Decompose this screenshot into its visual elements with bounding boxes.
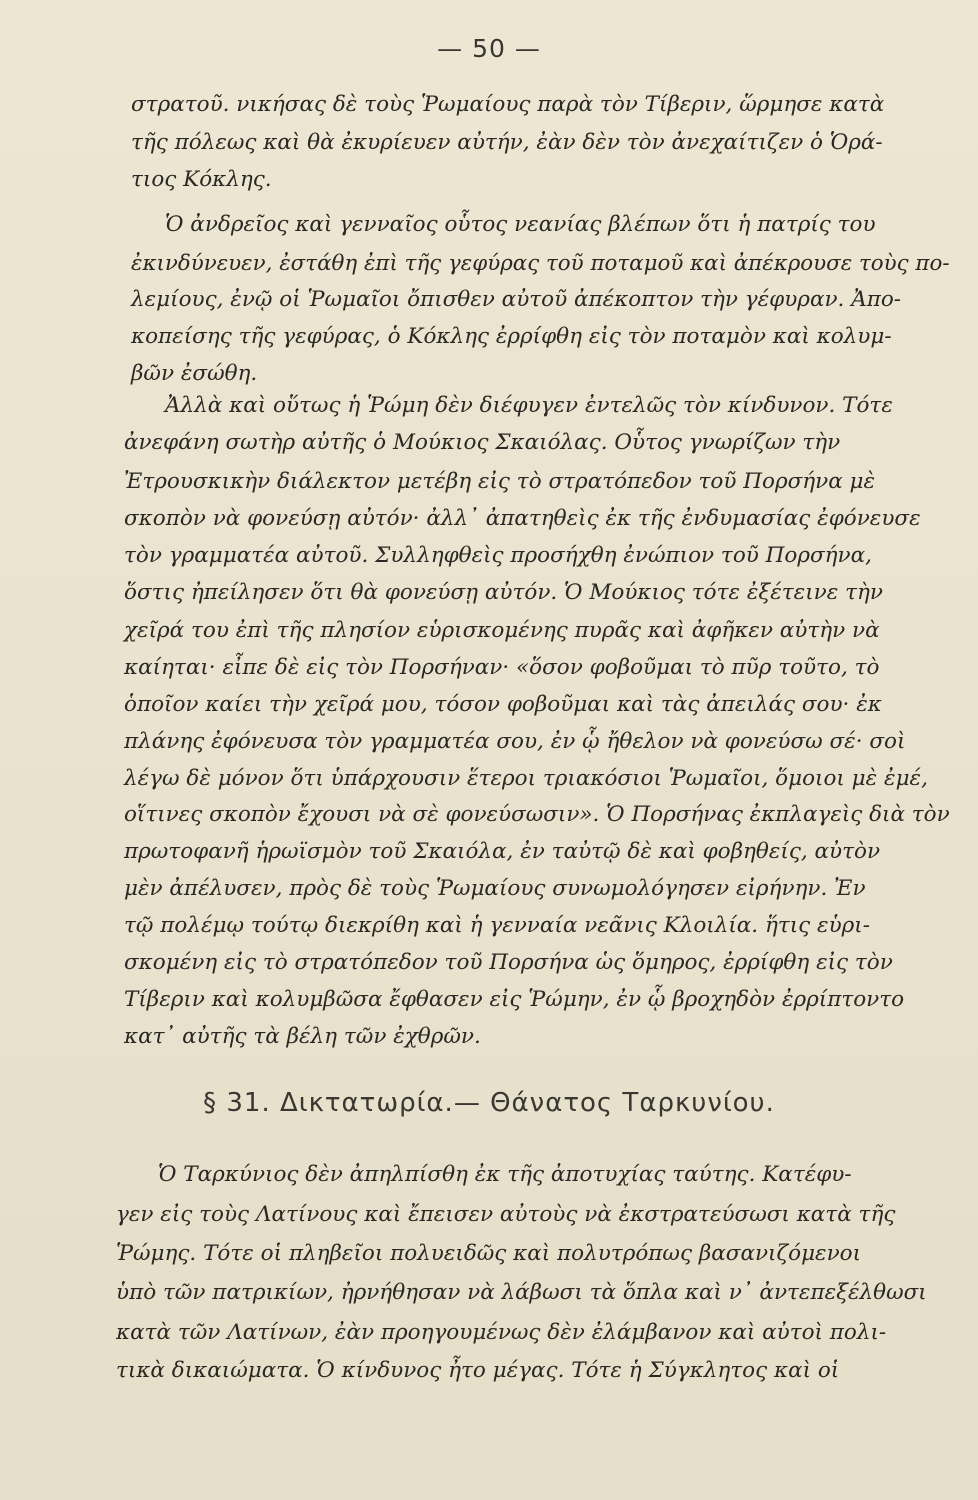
- text-line: Ἀλλὰ καὶ οὕτως ἡ Ῥώμη δὲν διέφυγεν ἐντελῶς τὸν κίνδυνον. Τότε: [165, 393, 893, 418]
- text-line: γεν εἰς τοὺς Λατίνους καὶ ἔπεισεν αὐτοὺς νὰ ἐκστρατεύσωσι κατὰ τῆς: [116, 1202, 896, 1227]
- text-line: τῆς πόλεως καὶ θὰ ἐκυρίευεν αὐτήν, ἐὰν δὲν τὸν ἀνεχαίτιζεν ὁ Ὁρά-: [131, 130, 883, 155]
- text-line: Ὁ Ταρκύνιος δὲν ἀπηλπίσθη ἐκ τῆς ἀποτυχίας ταύτης. Κατέφυ-: [158, 1162, 852, 1187]
- text-line: στρατοῦ. νικήσας δὲ τοὺς Ῥωμαίους παρὰ τὸν Τίβεριν, ὥρμησε κατὰ: [131, 92, 885, 117]
- text-line: Ὁ ἀνδρεῖος καὶ γενναῖος οὗτος νεανίας βλέπων ὅτι ἡ πατρίς του: [165, 212, 876, 237]
- text-line: ὅστις ἠπείλησεν ὅτι θὰ φονεύσῃ αὐτόν. Ὁ Μούκιος τότε ἐξέτεινε τὴν: [124, 580, 883, 605]
- text-line: τὸν γραμματέα αὐτοῦ. Συλληφθεὶς προσήχθη ἐνώπιον τοῦ Πορσήνα,: [124, 543, 872, 568]
- text-line: Ῥώμης. Τότε οἱ πληβεῖοι πολυειδῶς καὶ πολυτρόπως βασανιζόμενοι: [116, 1241, 862, 1266]
- text-line: ἐκινδύνευεν, ἐστάθη ἐπὶ τῆς γεφύρας τοῦ ποταμοῦ καὶ ἀπέκρουσε τοὺς πο-: [131, 251, 950, 276]
- text-line: Τίβεριν καὶ κολυμβῶσα ἔφθασεν εἰς Ῥώμην, ἐν ᾧ βροχηδὸν ἐρρίπτοντο: [124, 987, 905, 1012]
- text-line: κατὰ τῶν Λατίνων, ἐὰν προηγουμένως δὲν ἐλάμβανον καὶ αὐτοὶ πολι-: [116, 1320, 887, 1345]
- text-line: Ἐτρουσκικὴν διάλεκτον μετέβη εἰς τὸ στρατόπεδον τοῦ Πορσήνα μὲ: [124, 469, 876, 494]
- text-line: ὑπὸ τῶν πατρικίων, ἠρνήθησαν νὰ λάβωσι τὰ ὅπλα καὶ ν᾽ ἀντεπεξέλθωσι: [116, 1280, 927, 1305]
- text-line: πρωτοφανῆ ἡρωϊσμὸν τοῦ Σκαιόλα, ἐν ταὐτῷ δὲ καὶ φοβηθείς, αὐτὸν: [124, 839, 881, 864]
- text-line: πλάνης ἐφόνευσα τὸν γραμματέα σου, ἐν ᾧ ἤθελον νὰ φονεύσω σέ· σοὶ: [124, 729, 906, 754]
- text-line: τικὰ δικαιώματα. Ὁ κίνδυνος ἦτο μέγας. Τότε ἡ Σύγκλητος καὶ οἱ: [116, 1358, 840, 1383]
- text-line: σκομένη εἰς τὸ στρατόπεδον τοῦ Πορσήνα ὡς ὅμηρος, ἐρρίφθη εἰς τὸν: [124, 950, 893, 975]
- text-line: βῶν ἐσώθη.: [131, 361, 258, 386]
- text-line: τιος Κόκλης.: [131, 167, 272, 192]
- text-line: καίηται· εἶπε δὲ εἰς τὸν Πορσήναν· «ὅσον φοβοῦμαι τὸ πῦρ τοῦτο, τὸ: [124, 655, 880, 680]
- text-line: λέγω δὲ μόνον ὅτι ὑπάρχουσιν ἕτεροι τριακόσιοι Ῥωμαῖοι, ὅμοιοι μὲ ἐμέ,: [124, 766, 928, 791]
- section-heading: § 31. Δικτατωρία.— Θάνατος Ταρκυνίου.: [203, 1088, 775, 1118]
- text-line: σκοπὸν νὰ φονεύσῃ αὐτόν· ἀλλ᾽ ἀπατηθεὶς ἐκ τῆς ἐνδυμασίας ἐφόνευσε: [124, 506, 921, 531]
- text-line: οἵτινες σκοπὸν ἔχουσι νὰ σὲ φονεύσωσιν». Ὁ Πορσήνας ἐκπλαγεὶς διὰ τὸν: [124, 802, 950, 827]
- text-line: ὁποῖον καίει τὴν χεῖρά μου, τόσον φοβοῦμαι καὶ τὰς ἀπειλάς σου· ἐκ: [124, 692, 882, 717]
- text-line: ἀνεφάνη σωτὴρ αὐτῆς ὁ Μούκιος Σκαιόλας. Οὗτος γνωρίζων τὴν: [124, 430, 841, 455]
- text-line: κοπείσης τῆς γεφύρας, ὁ Κόκλης ἐρρίφθη εἰς τὸν ποταμὸν καὶ κολυμ-: [131, 324, 892, 349]
- text-line: μὲν ἀπέλυσεν, πρὸς δὲ τοὺς Ῥωμαίους συνωμολόγησεν εἰρήνην. Ἐν: [124, 876, 866, 901]
- text-line: κατ᾽ αὐτῆς τὰ βέλη τῶν ἐχθρῶν.: [124, 1024, 481, 1049]
- text-line: χεῖρά του ἐπὶ τῆς πλησίον εὑρισκομένης πυρᾶς καὶ ἀφῆκεν αὐτὴν νὰ: [124, 618, 880, 643]
- page-number: — 50 —: [437, 34, 541, 63]
- text-line: λεμίους, ἐνῷ οἱ Ῥωμαῖοι ὄπισθεν αὐτοῦ ἀπέκοπτον τὴν γέφυραν. Ἀπο-: [131, 287, 902, 312]
- text-line: τῷ πολέμῳ τούτῳ διεκρίθη καὶ ἡ γενναία νεᾶνις Κλοιλία. ἥτις εὑρι-: [124, 913, 871, 938]
